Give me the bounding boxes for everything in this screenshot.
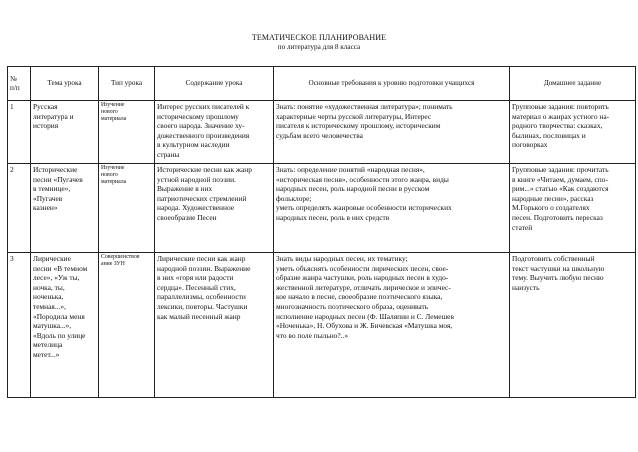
table-row [8, 101, 636, 164]
row-requirements: Знать виды народных песен, их тематику; уметь объяснять особенности лирических песен, свое- образие жанра частушки, роль народных песен в худо- жественной литературе, отличать лирическое и эпичес- кое начало в песне, своеобразие поэтического языка, многозначность поэтического образа, оценивать исполнение народных песен (Ф. Шаляпин и С. Лемешев «Ноченька», Н. Обухова и Ж. Бичевская «Матушка моя, что во поле пыльно?..» [274, 253, 510, 398]
table-row [8, 253, 636, 398]
row-requirements: Знать: понятие «художественная литература»; понимать характерные черты русской литературы, Интерес писателя к историческому прошлому, историческим судьбам всего человечества [274, 101, 510, 164]
row-content: Лирические песни как жанр народной поэзии. Выражение в них «горя или радости сердца». Песенный стих, параллелизмы, особенности лексики, повторы. Частушки как малый песенный жанр [155, 253, 274, 398]
table-header-row [8, 67, 636, 101]
header-type: Тип урока [99, 67, 155, 101]
header-requirements: Основные требования к уровню подготовки учащихся [274, 67, 510, 101]
row-type: Изучение нового материала [99, 101, 155, 164]
thematic-plan-table [7, 66, 636, 398]
row-number: 3 [8, 253, 31, 398]
row-content: Исторические песни как жанр устной народной поэзии. Выражение в них патриотических стремлений народа. Художественное своеобразие Песен [155, 164, 274, 253]
row-number: 2 [8, 164, 31, 253]
header-topic: Тема урока [31, 67, 99, 101]
row-type: Изучение нового материала [99, 164, 155, 253]
row-homework: Групповые задания: повторить материал о жанрах устного на- родного творчества: сказках, былинах, пословицах и поговорках [510, 101, 636, 164]
row-topic: Исторические песни «Пугачев в темнице», «Пугачев казнен» [31, 164, 99, 253]
document-title: ТЕМАТИЧЕСКОЕ ПЛАНИРОВАНИЕ [251, 33, 387, 42]
table-row [8, 164, 636, 253]
header-content: Содержание урока [155, 67, 274, 101]
row-number: 1 [8, 101, 31, 164]
document-subtitle: по литература для 8 класса [277, 43, 361, 51]
row-homework: Подготовить собственный текст частушки на школьную тему. Выучить любую песню наизусть [510, 253, 636, 398]
row-content: Интерес русских писателей к историческому прошлому своего народа. Значение ху- дожественного произведения в культурном наследии страны [155, 101, 274, 164]
header-homework: Домашнее задание [510, 67, 636, 101]
row-requirements: Знать: определение понятий «народная песня», «историческая песня», особенности этого жанра, виды народных песен, роль народной песни в русском фольклоре; уметь определять жанровые особенности исторических народных песен, роль в них средств [274, 164, 510, 253]
row-topic: Русская литература и история [31, 101, 99, 164]
header-number: № п/п [8, 67, 31, 101]
row-type: Совершенствов ание ЗУН [99, 253, 155, 398]
row-homework: Групповые задания: прочитать в книге «Читаем, думаем, спо- рим...» статью «Как создаются народные песни», рассказ М.Горького о создателях песен. Подготовить пересказ статей [510, 164, 636, 253]
row-topic: Лирические песни «В темном лесе», «Уж ты, ночка, ты, ноченька, темная...», «Породила меня матушка...», «Вдоль по улице метелица метет...» [31, 253, 99, 398]
